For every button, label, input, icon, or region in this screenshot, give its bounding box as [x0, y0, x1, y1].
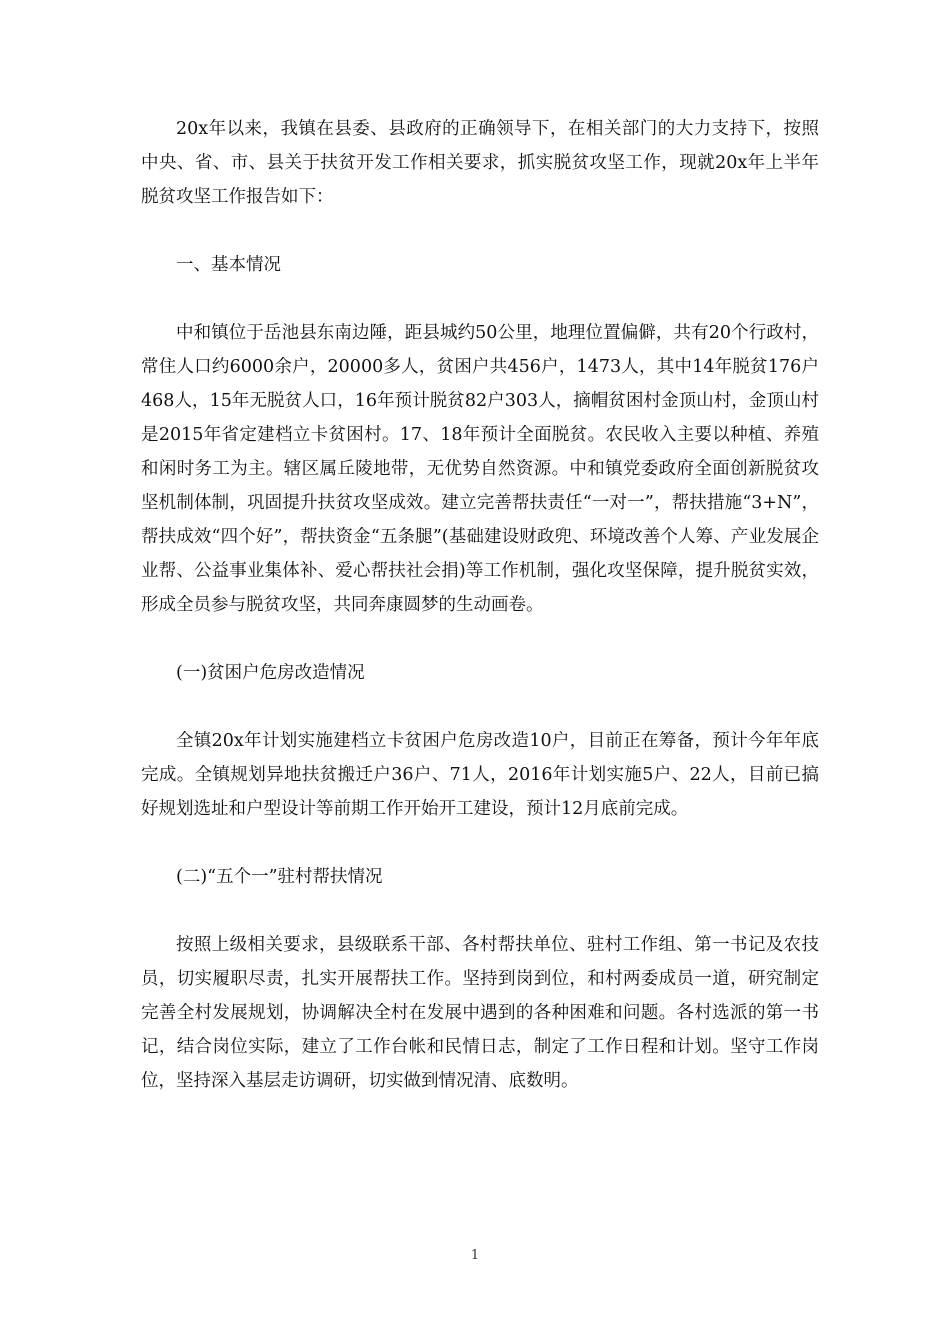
subsection-heading-housing: (一)贫困户危房改造情况: [176, 663, 365, 683]
intro-paragraph: 20x年以来，我镇在县委、县政府的正确领导下，在相关部门的大力支持下，按照中央、省、市、县关于扶贫开发工作相关要求，抓实脱贫攻坚工作，现就20x年上半年脱贫攻坚工作报告如下：: [141, 119, 819, 207]
document-body: [141, 112, 819, 1098]
section-heading-basic-situation: 一、基本情况: [176, 255, 281, 275]
village-support-paragraph: 按照上级相关要求，县级联系干部、各村帮扶单位、驻村工作组、第一书记及农技员，切实履职尽责，扎实开展帮扶工作。坚持到岗到位，和村两委成员一道，研究制定完善全村发展规划，协调解决全村在发展中遇到的各种困难和问题。各村选派的第一书记，结合岗位实际，建立了工作台帐和民情日志，制定了工作日程和计划。坚守工作岗位，坚持深入基层走访调研，切实做到情况清、底数明。: [141, 935, 819, 1091]
page-number: 1: [470, 1248, 480, 1263]
subsection-heading-village-support: (二)“五个一”驻村帮扶情况: [176, 867, 383, 887]
housing-paragraph: 全镇20x年计划实施建档立卡贫困户危房改造10户，目前正在筹备，预计今年年底完成。全镇规划异地扶贫搬迁户36户、71人，2016年计划实施5户、22人，目前已搞好规划选址和户型设计等前期工作开始开工建设，预计12月底前完成。: [141, 731, 819, 819]
basic-situation-paragraph: 中和镇位于岳池县东南边陲，距县城约50公里，地理位置偏僻，共有20个行政村，常住人口约6000余户，20000多人，贫困户共456户，1473人，其中14年脱贫176户468人，15年无脱贫人口，16年预计脱贫82户303人，摘帽贫困村金顶山村，金顶山村是2015年省定建档立卡贫困村。17、18年预计全面脱贫。农民收入主要以种植、养殖和闲时务工为主。辖区属丘陵地带，无优势自然资源。中和镇党委政府全面创新脱贫攻坚机制体制，巩固提升扶贫攻坚成效。建立完善帮扶责任“一对一”，帮扶措施“3+N”，帮扶成效“四个好”，帮扶资金“五条腿”(基础建设财政兜、环境改善个人筹、产业发展企业帮、公益事业集体补、爱心帮扶社会捐)等工作机制，强化攻坚保障，提升脱贫实效，形成全员参与脱贫攻坚，共同奔康圆梦的生动画卷。: [141, 323, 819, 615]
